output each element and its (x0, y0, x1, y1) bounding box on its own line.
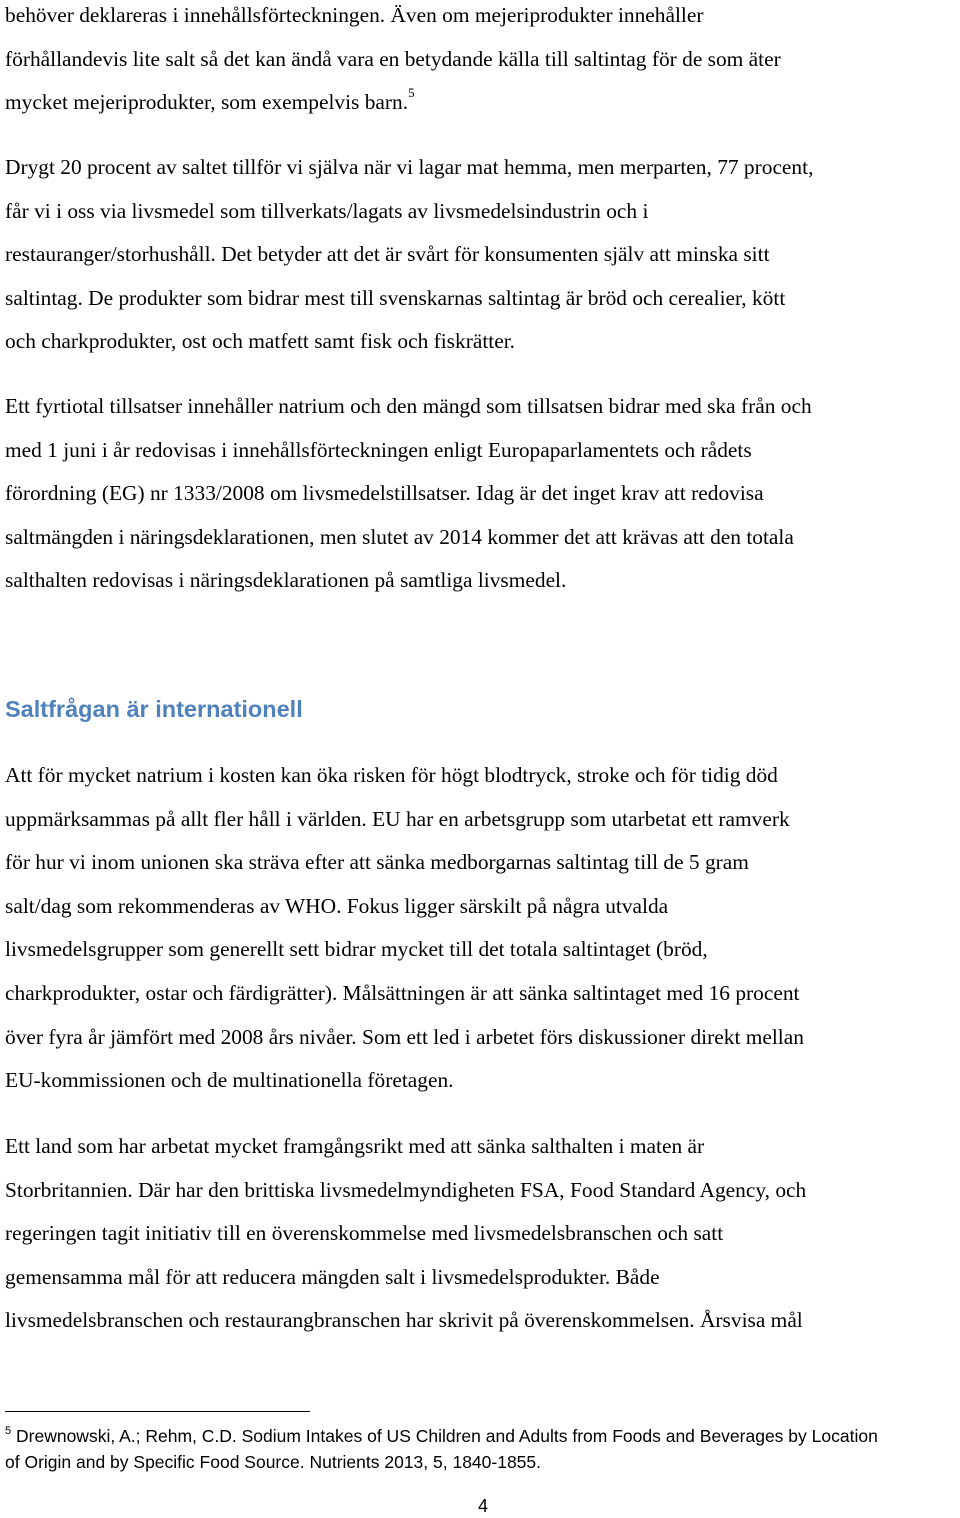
paragraph-dairy-salt (5, 0, 781, 125)
text-line: får vi i oss via livsmedel som tillverkats/lagats av livsmedelsindustrin och i (5, 198, 649, 223)
text-line: salthalten redovisas i näringsdeklarationen på samtliga livsmedel. (5, 568, 567, 593)
text-line: Ett fyrtiotal tillsatser innehåller natrium och den mängd som tillsatsen bidrar med ska från och (5, 394, 812, 418)
text-line: förhållandevis lite salt så det kan ändå vara en betydande källa till saltintag för de som äter (5, 46, 781, 71)
text-line: uppmärksammas på allt fler håll i världen. EU har en arbetsgrupp som utarbetat ett ramverk (5, 806, 790, 831)
paragraph-salt-sources (5, 146, 813, 364)
footnote-text-line: of Origin and by Specific Food Source. Nutrients 2013, 5, 1840-1855. (5, 1452, 542, 1472)
footnote (5, 1423, 878, 1475)
footnote-number: 5 (5, 1425, 12, 1437)
text-line: livsmedelsbranschen och restaurangbranschen har skrivit på överenskommelsen. Årsvisa mål (5, 1308, 803, 1333)
text-line: Storbritannien. Där har den brittiska livsmedelmyndigheten FSA, Food Standard Agency, och (5, 1177, 807, 1202)
text-line: och charkprodukter, ost och matfett samt fisk och fiskrätter. (5, 329, 515, 354)
text-line: Att för mycket natrium i kosten kan öka risken för högt blodtryck, stroke och för tidig död (5, 763, 778, 787)
text-line: saltmängden i näringsdeklarationen, men slutet av 2014 kommer det att krävas att den totala (5, 524, 794, 549)
text-line: Drygt 20 procent av saltet tillför vi själva när vi lagar mat hemma, men merparten, 77 procent, (5, 155, 814, 179)
text-line: förordning (EG) nr 1333/2008 om livsmedelstillsatser. Idag är det inget krav att redovisa (5, 481, 764, 506)
text-line: med 1 juni i år redovisas i innehållsförteckningen enligt Europaparlamentets och rådets (5, 437, 752, 462)
text-line: livsmedelsgrupper som generellt sett bidrar mycket till det totala saltintaget (bröd, (5, 937, 708, 962)
text-line: charkprodukter, ostar och färdigrätter). Målsättningen är att sänka saltintaget med 16 procent (5, 980, 800, 1005)
text-line: gemensamma mål för att reducera mängden salt i livsmedelsprodukter. Både (5, 1264, 660, 1289)
text-line: EU-kommissionen och de multinationella företagen. (5, 1068, 454, 1093)
paragraph-eu-framework (5, 754, 804, 1103)
footnote-text-line: Drewnowski, A.; Rehm, C.D. Sodium Intakes of US Children and Adults from Foods and Beverages by Location (16, 1426, 878, 1446)
page-number: 4 (478, 1496, 489, 1516)
text-line: mycket mejeriprodukter, som exempelvis barn. (5, 90, 409, 115)
text-line: regeringen tagit initiativ till en överenskommelse med livsmedelsbranschen och satt (5, 1221, 724, 1246)
text-line: behöver deklareras i innehållsförteckningen. Även om mejeriprodukter innehåller (5, 3, 704, 27)
section-heading: Saltfrågan är internationell (5, 696, 303, 722)
paragraph-uk-example (5, 1125, 806, 1343)
paragraph-additives (5, 385, 812, 603)
footnote-reference[interactable]: 5 (408, 85, 415, 101)
text-line: Ett land som har arbetat mycket framgångsrikt med att sänka salthalten i maten är (5, 1134, 705, 1158)
text-line: restauranger/storhushåll. Det betyder att det är svårt för konsumenten själv att minska sitt (5, 242, 770, 267)
text-line: för hur vi inom unionen ska sträva efter att sänka medborgarnas saltintag till de 5 gram (5, 850, 749, 875)
text-line: saltintag. De produkter som bidrar mest till svenskarnas saltintag är bröd och cerealier, kött (5, 285, 786, 310)
text-line: över fyra år jämfört med 2008 års nivåer. Som ett led i arbetet förs diskussioner direkt mellan (5, 1024, 804, 1049)
footnote-separator (5, 1411, 310, 1412)
text-line: salt/dag som rekommenderas av WHO. Fokus ligger särskilt på några utvalda (5, 893, 669, 918)
